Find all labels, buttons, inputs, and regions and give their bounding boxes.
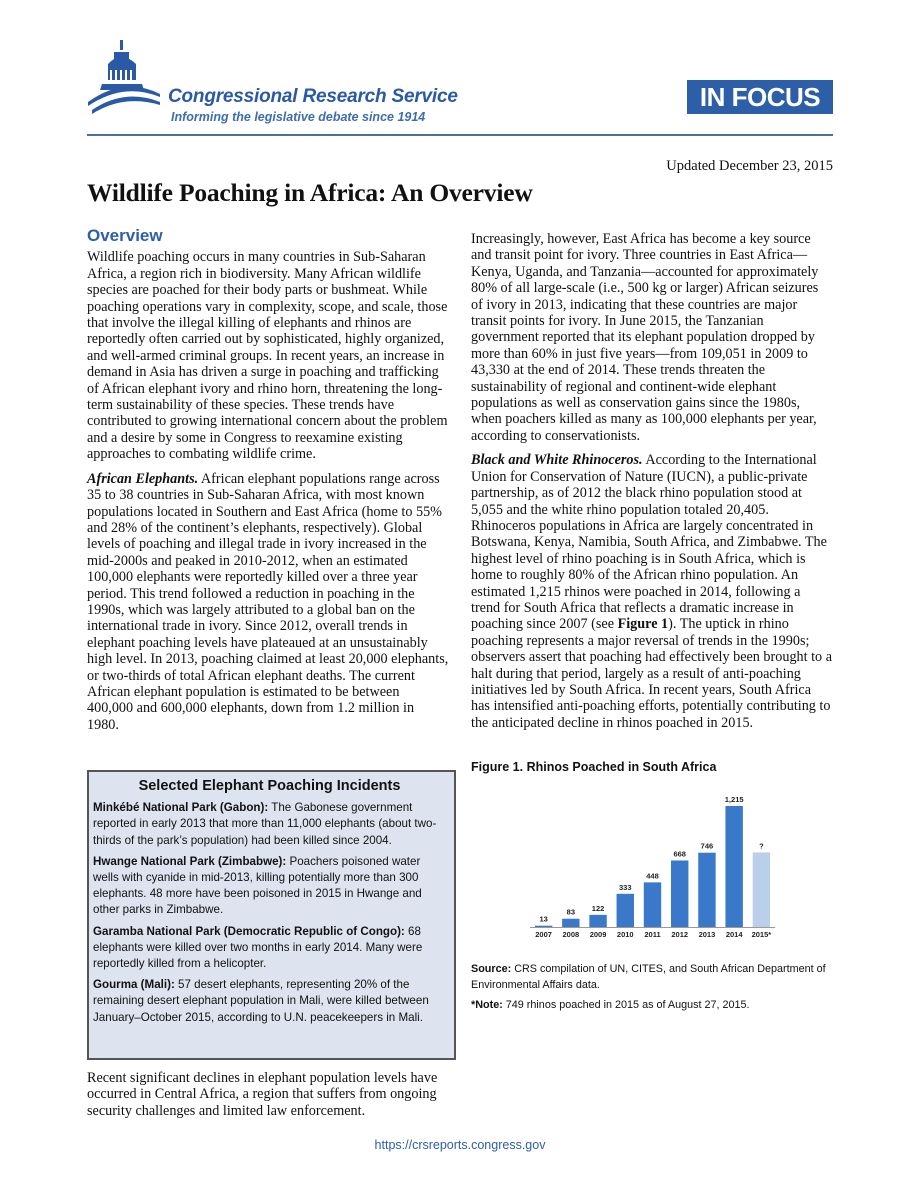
x-tick-label: 2007	[535, 930, 552, 939]
incident-text: 57 desert elephants, representing 20% of the remaining desert elephant population in Mali, were killed between January–October 2015, according to U.N. peacekeepers in Mali.	[93, 978, 429, 1024]
rhino-text-1: According to the International Union for Conservation of Nature (IUCN), a public-private partnership, as of 2012 the black rhino population stood at 5,055 and the white rhino population totaled 20,405. Rhinoceros populations in Africa are largely concentrated in Botswana, Kenya, Namibia, South Africa, and Zimbabwe. The highest level of rhino poaching is in South Africa, which is home to roughly 80% of the African rhino population. An estimated 1,215 rhinos were poached in 2014, following a trend for South Africa that reflects a dramatic increase in poaching since 2007 (see	[471, 452, 827, 633]
note-text: 749 rhinos poached in 2015 as of August 27, 2015.	[502, 999, 750, 1011]
bar-value-label: 83	[566, 907, 576, 917]
page-title: Wildlife Poaching in Africa: An Overview	[87, 178, 533, 207]
figure-source	[471, 962, 833, 993]
note-label: *Note:	[471, 999, 503, 1011]
incident-item	[93, 800, 446, 849]
bar-value-label: 1,215	[724, 795, 744, 804]
bar-2007	[535, 926, 552, 927]
left-column	[87, 228, 449, 741]
bar-value-label: 668	[673, 849, 686, 859]
bar-value-label: 448	[646, 871, 659, 881]
elephants-paragraph	[87, 471, 449, 734]
incident-name: Garamba National Park (Democratic Republic of Congo):	[93, 924, 405, 938]
rhino-lead: Black and White Rhinoceros.	[471, 452, 643, 469]
east-africa-paragraph: Increasingly, however, East Africa has become a key source and transit point for ivory. Three countries in East Africa—Kenya, Uganda, and Tanzania—accounted for approximately 80% of all large-scale (i.e., 500 kg or larger) African seizures of ivory in 2013, indicating that these countries are major transit points for ivory. In June 2015, the Tanzanian government reported that its elephant population dropped by more than 60% in just five years—from 109,051 in 2009 to 43,330 at the end of 2014. These trends threaten the sustainability of regional and continent-wide elephant populations as well as conservation gains since the 1980s, when poachers killed as many as 100,000 elephants per year, according to conservationists.	[471, 231, 819, 444]
header-divider	[87, 134, 833, 136]
incident-text: Poachers poisoned water wells with cyanide in mid-2013, killing potentially more than 300 elephants. 48 more have been poisoned in 2015 in Hwange and other parks in Zimbabwe.	[93, 854, 422, 917]
capitol-dome-icon	[84, 40, 164, 116]
incident-item	[93, 924, 446, 973]
central-africa-paragraph: Recent significant declines in elephant population levels have occurred in Central Africa, a region that suffers from ongoing security challenges and limited law enforcement.	[87, 1070, 438, 1119]
bar-2010	[617, 894, 634, 927]
bar-2009	[589, 915, 606, 927]
org-name: Congressional Research Service	[168, 86, 458, 107]
figure-note	[471, 998, 833, 1014]
bar-value-label: 746	[700, 841, 714, 851]
footer-url-link[interactable]: https://crsreports.congress.gov	[374, 1138, 546, 1152]
bar-value-label: 333	[619, 882, 632, 892]
report-header	[0, 0, 920, 140]
source-text: CRS compilation of UN, CITES, and South African Department of Environmental Affairs data.	[471, 963, 826, 991]
org-tagline: Informing the legislative debate since 1914	[171, 110, 426, 124]
bar-value-label: ?	[759, 841, 764, 851]
figure-reference-link[interactable]: Figure 1	[617, 616, 669, 633]
incidents-title: Selected Elephant Poaching Incidents	[138, 778, 401, 794]
elephants-lead: African Elephants.	[87, 470, 199, 487]
bar-2014	[725, 806, 742, 927]
x-tick-label: 2009	[589, 930, 607, 939]
bar-2008	[562, 919, 579, 927]
x-tick-label: 2012	[671, 930, 689, 939]
incident-name: Hwange National Park (Zimbabwe):	[93, 854, 287, 868]
rhino-bar-chart	[520, 780, 780, 945]
x-tick-label: 2011	[644, 930, 661, 939]
x-tick-label: 2015*	[751, 930, 772, 939]
bar-2012	[671, 860, 688, 927]
source-label: Source:	[471, 963, 512, 975]
bar-2011	[644, 882, 661, 927]
x-tick-label: 2014	[725, 930, 743, 939]
rhino-text-2: ). The uptick in rhino poaching represents a major reversal of trends in the 1990s; observers assert that poaching had effectively been brought to a halt during that period, largely as a result of anti-poaching initiatives led by South Africa. In recent years, South Africa has intensified anti-poaching efforts, potentially contributing to the anticipated decline in rhinos poached in 2015.	[471, 616, 832, 731]
bar-value-label: 13	[539, 914, 548, 924]
rhino-paragraph	[471, 452, 833, 731]
overview-paragraph: Wildlife poaching occurs in many countries in Sub-Saharan Africa, a region rich in biodiversity. Many African wildlife species are poached for their body parts or bushmeat. While poaching operations vary in complexity, scope, and scale, those that involve the illegal killing of elephants and rhinos are reportedly often carried out by sophisticated, highly organized, and well-armed criminal groups. In recent years, an increase in demand in Asia has driven a surge in poaching and trafficking of African elephant ivory and rhino horn, threatening the long-term sustainability of these species. These trends have contributed to growing international concern about the problem and a desire by some in Congress to reexamine existing approaches to combating wildlife crime.	[87, 249, 448, 463]
x-tick-label: 2010	[616, 930, 634, 939]
incident-text: 68 elephants were killed over two months in early 2014. Many were reportedly killed from a helicopter.	[93, 924, 423, 971]
bar-value-label: 122	[591, 903, 605, 913]
elephants-text: African elephant populations range across 35 to 38 countries in Sub-Saharan Africa, with most known populations located in Southern and East Africa (home to 55% and 28% of the continent’s elephants, respectively). Global levels of poaching and illegal trade in ivory increased in the mid-2000s and peaked in 2010-2012, when an estimated 100,000 elephants were reportedly killed over a three year period. This trend followed a reduction in poaching in the 1990s, which was largely attributed to a global ban on the international trade in ivory. Since 2012, overall trends in elephant poaching levels have plateaued at an unsustainably high level. In 2013, poaching claimed at least 20,000 elephants, or two-thirds of total African elephant deaths. The current African elephant population is estimated to be between 400,000 and 600,000 elephants, down from 1.2 million in 1980.	[87, 470, 449, 733]
incident-text: The Gabonese government reported in early 2013 that more than 11,000 elephants (about two-thirds of the park’s population) had been killed since 2004.	[93, 801, 437, 847]
incidents-sidebar-box	[87, 770, 456, 1060]
x-tick-label: 2013	[698, 930, 716, 939]
x-tick-label: 2008	[562, 930, 580, 939]
incident-item	[93, 977, 446, 1026]
incident-name: Gourma (Mali):	[93, 978, 175, 992]
updated-date: Updated December 23, 2015	[666, 158, 833, 174]
in-focus-badge: IN FOCUS	[687, 80, 833, 114]
incident-name: Minkébé National Park (Gabon):	[93, 801, 269, 815]
right-column	[471, 231, 833, 739]
section-heading-overview: Overview	[87, 226, 163, 245]
bar-2013	[698, 853, 715, 927]
incident-item	[93, 854, 446, 919]
figure-title: Figure 1. Rhinos Poached in South Africa	[471, 760, 717, 774]
bar-2015-estimate	[753, 852, 770, 927]
